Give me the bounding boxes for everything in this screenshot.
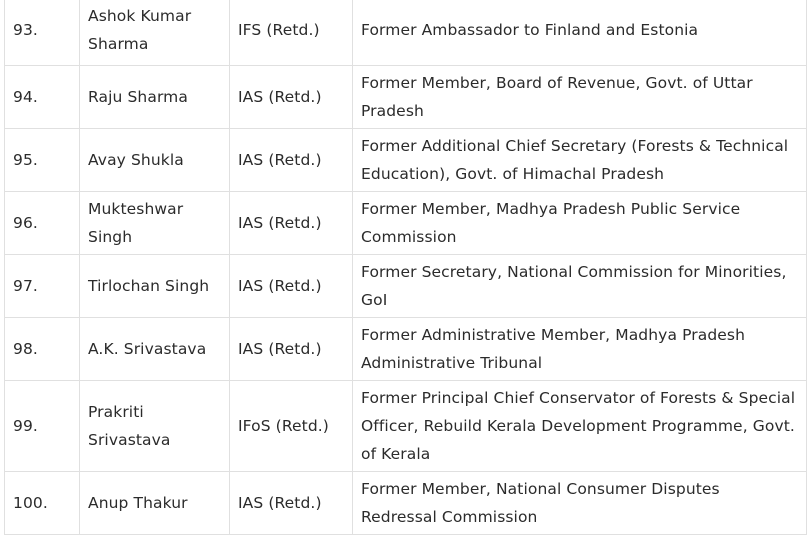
- designation-cell: Former Ambassador to Finland and Estonia: [353, 0, 807, 66]
- table-row: [5, 66, 807, 129]
- designation-cell: Former Member, Board of Revenue, Govt. of Uttar Pradesh: [353, 66, 807, 129]
- serial-number: 100.: [5, 472, 80, 535]
- serial-number: 98.: [5, 318, 80, 381]
- designation-cell: Former Member, Madhya Pradesh Public Service Commission: [353, 192, 807, 255]
- service-cell: IAS (Retd.): [230, 318, 353, 381]
- service-cell: IAS (Retd.): [230, 66, 353, 129]
- serial-number: 93.: [5, 0, 80, 66]
- signatory-name: Prakriti Srivastava: [80, 381, 230, 472]
- signatory-name: Anup Thakur: [80, 472, 230, 535]
- signatory-name: Avay Shukla: [80, 129, 230, 192]
- table-row: [5, 381, 807, 472]
- table-row: [5, 0, 807, 66]
- table-row: [5, 472, 807, 535]
- signatory-name: Raju Sharma: [80, 66, 230, 129]
- designation-cell: Former Member, National Consumer Disputes Redressal Commission: [353, 472, 807, 535]
- serial-number: 96.: [5, 192, 80, 255]
- serial-number: 94.: [5, 66, 80, 129]
- table-row: [5, 318, 807, 381]
- table-row: [5, 192, 807, 255]
- service-cell: IAS (Retd.): [230, 255, 353, 318]
- designation-cell: Former Secretary, National Commission for Minorities, GoI: [353, 255, 807, 318]
- serial-number: 97.: [5, 255, 80, 318]
- serial-number: 95.: [5, 129, 80, 192]
- signatories-table: [4, 0, 807, 535]
- service-cell: IAS (Retd.): [230, 129, 353, 192]
- signatory-name: Ashok Kumar Sharma: [80, 0, 230, 66]
- signatory-name: Tirlochan Singh: [80, 255, 230, 318]
- designation-cell: Former Administrative Member, Madhya Pradesh Administrative Tribunal: [353, 318, 807, 381]
- service-cell: IFoS (Retd.): [230, 381, 353, 472]
- signatory-name: A.K. Srivastava: [80, 318, 230, 381]
- service-cell: IAS (Retd.): [230, 472, 353, 535]
- table-row: [5, 255, 807, 318]
- service-cell: IAS (Retd.): [230, 192, 353, 255]
- designation-cell: Former Additional Chief Secretary (Forests & Technical Education), Govt. of Himachal Pradesh: [353, 129, 807, 192]
- serial-number: 99.: [5, 381, 80, 472]
- designation-cell: Former Principal Chief Conservator of Forests & Special Officer, Rebuild Kerala Development Programme, Govt. of Kerala: [353, 381, 807, 472]
- table-row: [5, 129, 807, 192]
- service-cell: IFS (Retd.): [230, 0, 353, 66]
- signatory-name: Mukteshwar Singh: [80, 192, 230, 255]
